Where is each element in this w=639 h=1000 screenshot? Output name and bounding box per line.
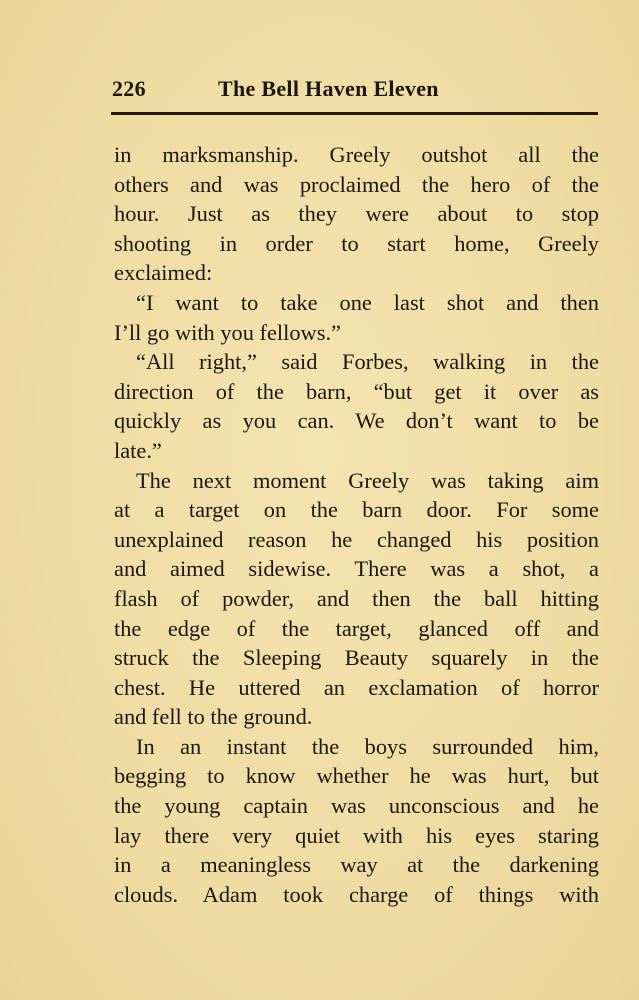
body-text	[114, 140, 599, 909]
text-line: clouds. Adam took charge of things with	[114, 881, 599, 907]
text-line: late.”	[114, 437, 162, 463]
text-line: The next moment Greely was taking aim	[136, 467, 599, 493]
text-line: the young captain was unconscious and he	[114, 793, 599, 819]
text-line: begging to know whether he was hurt, but	[114, 763, 599, 789]
running-header	[110, 76, 598, 106]
text-line: unexplained reason he changed his position	[114, 526, 599, 552]
text-line: flash of powder, and then the ball hitting	[114, 585, 599, 611]
text-line: lay there very quiet with his eyes staring	[114, 822, 599, 848]
page-number: 226	[112, 76, 146, 101]
text-line: in a meaningless way at the darkening	[114, 852, 599, 878]
text-line: the edge of the target, glanced off and	[114, 615, 599, 641]
text-line: at a target on the barn door. For some	[114, 497, 599, 523]
text-line: exclaimed:	[114, 260, 213, 286]
text-line: I’ll go with you fellows.”	[114, 319, 341, 345]
running-title: The Bell Haven Eleven	[218, 76, 439, 101]
text-line: chest. He uttered an exclamation of horror	[114, 674, 599, 700]
text-line: and fell to the ground.	[114, 704, 313, 730]
text-line: direction of the barn, “but get it over as	[114, 378, 599, 404]
text-line: struck the Sleeping Beauty squarely in the	[114, 645, 599, 671]
text-line: in marksmanship. Greely outshot all the	[114, 142, 599, 167]
text-line: and aimed sidewise. There was a shot, a	[114, 556, 599, 582]
text-line: “I want to take one last shot and then	[136, 289, 599, 315]
text-line: others and was proclaimed the hero of the	[114, 171, 599, 197]
text-line: hour. Just as they were about to stop	[114, 201, 599, 227]
header-rule	[111, 112, 598, 115]
text-line: shooting in order to start home, Greely	[114, 230, 599, 256]
text-line: In an instant the boys surrounded him,	[136, 733, 599, 759]
text-line: “All right,” said Forbes, walking in the	[136, 349, 599, 375]
text-line: quickly as you can. We don’t want to be	[114, 408, 599, 434]
